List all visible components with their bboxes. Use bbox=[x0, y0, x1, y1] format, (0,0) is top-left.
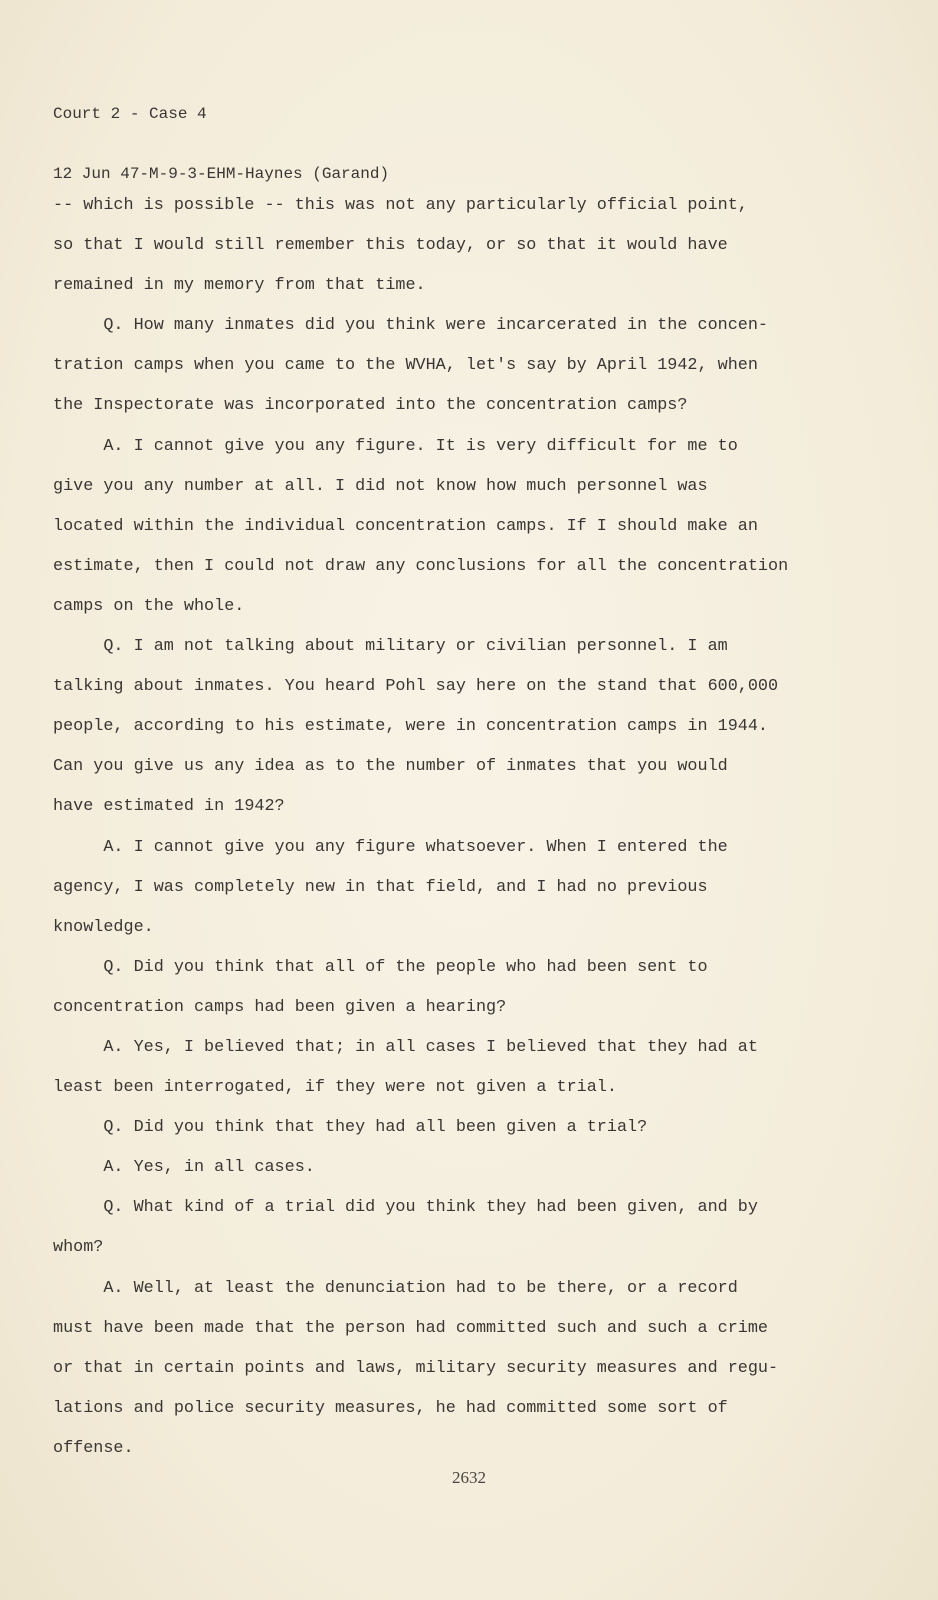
transcript-line: concentration camps had been given a hearing? bbox=[53, 997, 507, 1017]
transcript-line: lations and police security measures, he had committed some sort of bbox=[53, 1398, 728, 1418]
transcript-line: Q. Did you think that they had all been given a trial? bbox=[53, 1118, 648, 1138]
transcript-line: camps on the whole. bbox=[53, 596, 245, 616]
transcript-line: A. I cannot give you any figure whatsoever. When I entered the bbox=[53, 837, 728, 857]
transcript-line: Q. How many inmates did you think were incarcerated in the concen- bbox=[53, 316, 768, 336]
transcript-line: A. Well, at least the denunciation had to be there, or a record bbox=[53, 1278, 738, 1298]
transcript-line: so that I would still remember this today, or so that it would have bbox=[53, 236, 728, 256]
transcript-line: offense. bbox=[53, 1438, 134, 1458]
transcript-line: A. Yes, in all cases. bbox=[53, 1158, 315, 1178]
transcript-line: estimate, then I could not draw any conclusions for all the concentration bbox=[53, 556, 789, 576]
transcript-line: the Inspectorate was incorporated into the concentration camps? bbox=[53, 396, 688, 416]
transcript-body bbox=[53, 186, 788, 1469]
date-reference-line: 12 Jun 47-M-9-3-EHM-Haynes (Garand) bbox=[53, 165, 390, 183]
page-number: 2632 bbox=[452, 1468, 486, 1487]
transcript-line: Can you give us any idea as to the number of inmates that you would bbox=[53, 757, 728, 777]
transcript-line: give you any number at all. I did not know how much personnel was bbox=[53, 476, 708, 496]
transcript-line: located within the individual concentration camps. If I should make an bbox=[53, 516, 758, 536]
transcript-line: whom? bbox=[53, 1238, 104, 1258]
transcript-line: talking about inmates. You heard Pohl say here on the stand that 600,000 bbox=[53, 677, 779, 697]
transcript-line: agency, I was completely new in that field, and I had no previous bbox=[53, 877, 708, 897]
transcript-line: knowledge. bbox=[53, 917, 154, 937]
transcript-line: remained in my memory from that time. bbox=[53, 276, 426, 296]
case-line: Court 2 - Case 4 bbox=[53, 105, 207, 123]
transcript-line: tration camps when you came to the WVHA, let's say by April 1942, when bbox=[53, 356, 758, 376]
transcript-line: A. Yes, I believed that; in all cases I believed that they had at bbox=[53, 1037, 758, 1057]
transcript-line: Q. I am not talking about military or civilian personnel. I am bbox=[53, 637, 728, 657]
transcript-line: or that in certain points and laws, military security measures and regu- bbox=[53, 1358, 779, 1378]
transcript-line: -- which is possible -- this was not any particularly official point, bbox=[53, 196, 748, 215]
transcript-line: have estimated in 1942? bbox=[53, 797, 285, 817]
transcript-line: must have been made that the person had committed such and such a crime bbox=[53, 1318, 768, 1338]
transcript-line: A. I cannot give you any figure. It is very difficult for me to bbox=[53, 436, 738, 456]
transcript-line: Q. Did you think that all of the people who had been sent to bbox=[53, 957, 708, 977]
transcript-line: Q. What kind of a trial did you think they had been given, and by bbox=[53, 1198, 758, 1218]
transcript-line: least been interrogated, if they were not given a trial. bbox=[53, 1078, 617, 1098]
transcript-line: people, according to his estimate, were in concentration camps in 1944. bbox=[53, 717, 768, 737]
